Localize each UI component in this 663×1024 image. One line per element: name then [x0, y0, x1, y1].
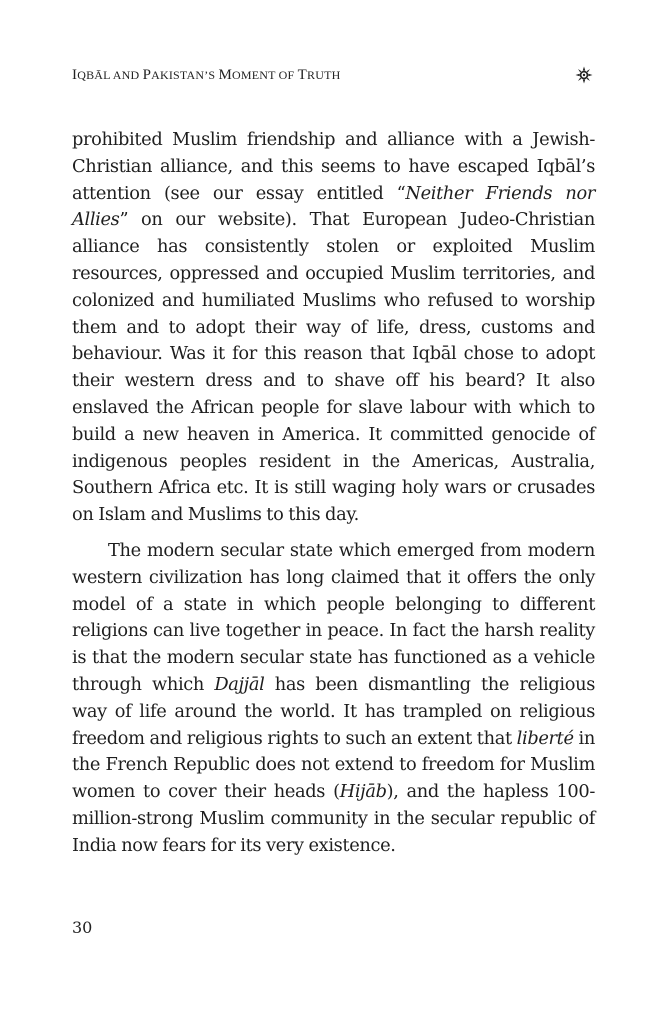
body-text — [72, 127, 595, 860]
running-title-smallcaps: QBĀL AND — [77, 68, 143, 82]
italic-term: Hijāb — [339, 781, 387, 803]
paragraph-text: ), and the hapless 100-million-strong Muslim community in the secular republic of India now fears for its very existence. — [72, 781, 595, 856]
running-title-smallcaps: OMENT OF — [232, 68, 298, 82]
running-title-smallcaps: RUTH — [307, 68, 341, 82]
italic-term: Dajjāl — [214, 673, 265, 695]
page-number: 30 — [72, 918, 93, 937]
italic-title: Neither Friends nor Allies — [72, 182, 595, 231]
running-title — [72, 67, 340, 84]
running-title-cap: M — [218, 67, 233, 83]
paragraph-text: has been dismantling the religious way of life around the world. It has trampled on religious freedom and religious rights to such an extent that — [72, 673, 595, 749]
paragraph-text: The modern secular state which emerged from modern western civilization has long claimed that it offers the only model of a state in which people belonging to different religions can live together in peace. In fact the harsh reality is that the modern secular state has functioned as a vehicle through which — [72, 539, 595, 695]
sunburst-ornament-icon — [575, 66, 593, 84]
paragraph-text: in the French Republic does not extend to freedom for Muslim women to cover their heads ( — [72, 727, 595, 803]
paragraph-text: ” on our website). That European Judeo-Christian alliance has consistently stolen or exploited Muslim resources, oppressed and occupied Muslim territories, and colonized and humiliated Muslims who refused to worship them and to adopt their way of life, dress, customs and behaviour. Was it for this reason that Iqbāl chose to adopt their western dress and to shave off his beard? It also enslaved the African people for slave labour with which to build a new heaven in America. It committed genocide of indigenous peoples resident in the Americas, Australia, Southern Africa etc. It is still waging holy wars or crusades on Islam and Muslims to this day. — [72, 209, 595, 526]
paragraph-text: prohibited Muslim friendship and alliance with a Jewish-Christian alliance, and this seems to have escaped Iqbāl’s attention (see our essay entitled “ — [72, 129, 595, 204]
running-title-cap: I — [72, 67, 78, 83]
paragraph — [72, 127, 595, 529]
running-title-smallcaps: AKISTAN’S — [151, 68, 219, 82]
running-title-cap: P — [142, 67, 152, 83]
paragraph — [72, 538, 595, 860]
italic-term: liberté — [516, 727, 574, 749]
running-title-cap: T — [297, 67, 307, 83]
